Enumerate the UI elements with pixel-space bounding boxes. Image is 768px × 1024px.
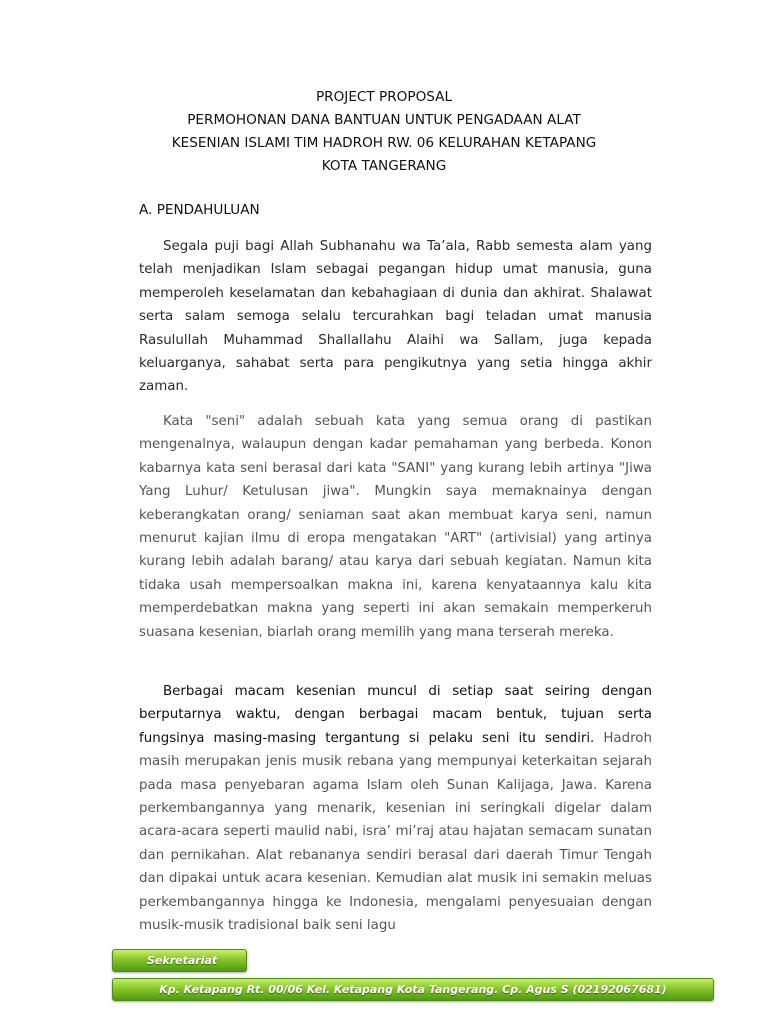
paragraph-1-text: Segala puji bagi Allah Subhanahu wa Ta’ala, Rabb semesta alam yang telah menjadikan Islam sebagai pegangan hidup umat manusia, guna memperoleh keselamatan dan kebahagiaan di dunia dan akhirat. Shalawat serta salam semoga selalu tercurahkan bagi teladan umat manusia Rasulullah Muhammad Shallallahu Alaihi wa Sallam, juga kepada keluarganya, sahabat serta para pengikutnya yang setia hingga akhir zaman. <box>139 239 652 395</box>
title-line-3: KESENIAN ISLAMI TIM HADROH RW. 06 KELURAHAN KETAPANG <box>171 135 597 151</box>
footer-address-bar <box>112 978 714 1001</box>
section-heading-pendahuluan: A. PENDAHULUAN <box>139 202 260 218</box>
footer-address-text: Kp. Ketapang Rt. 00/06 Kel. Ketapang Kota Tangerang. Cp. Agus S (02192067681) <box>159 983 667 996</box>
paragraph-1 <box>139 235 652 399</box>
footer-secretariat-label <box>112 949 247 972</box>
paragraph-3-text-dark: Berbagai macam kesenian muncul di setiap saat seiring dengan berputarnya waktu, dengan berbagai macam bentuk, tujuan serta fungsinya masing-masing tergantung si pelaku seni itu sendiri. <box>139 684 652 746</box>
paragraph-3 <box>139 680 652 937</box>
title-line-1: PROJECT PROPOSAL <box>315 89 453 105</box>
paragraph-3-text-light: Hadroh masih merupakan jenis musik rebana yang mempunyai keterkaitan sejarah pada masa penyebaran agama Islam oleh Sunan Kalijaga, Jawa. Karena perkembangannya yang menarik, kesenian ini seringkali digelar dalam acara-acara seperti maulid nabi, isra’ mi’raj atau hajatan semacam sunatan dan pernikahan. Alat rebananya sendiri berasal dari daerah Timur Tengah dan dipakai untuk acara kesenian. Kemudian alat musik ini semakin meluas perkembangannya hingga ke Indonesia, mengalami penyesuaian dengan musik-musik tradisional baik seni lagu <box>139 730 652 934</box>
document-title <box>0 86 768 178</box>
footer-secretariat-text: Sekretariat <box>147 954 218 967</box>
paragraph-2-text: Kata "seni" adalah sebuah kata yang semua orang di pastikan mengenalnya, walaupun dengan kadar pemahaman yang berbeda. Konon kabarnya kata seni berasal dari kata "SANI" yang kurang lebih artinya "Jiwa Yang Luhur/ Ketulusan jiwa". Mungkin saya memaknainya dengan keberangkatan orang/ seniaman saat akan membuat karya seni, namun menurut kajian ilmu di eropa mengatakan "ART" (artivisial) yang artinya kurang lebih adalah barang/ atau karya dari sebuah kegiatan. Namun kita tidaka usah mempersoalkan makna ini, karena kenyataannya kalu kita memperdebatkan makna yang seperti ini akan semakain memperkeruh suasana kesenian, biarlah orang memilih yang mana terserah mereka. <box>139 414 652 640</box>
paragraph-2 <box>139 410 652 644</box>
title-line-2: PERMOHONAN DANA BANTUAN UNTUK PENGADAAN ALAT <box>187 112 581 128</box>
title-line-4: KOTA TANGERANG <box>321 158 447 174</box>
